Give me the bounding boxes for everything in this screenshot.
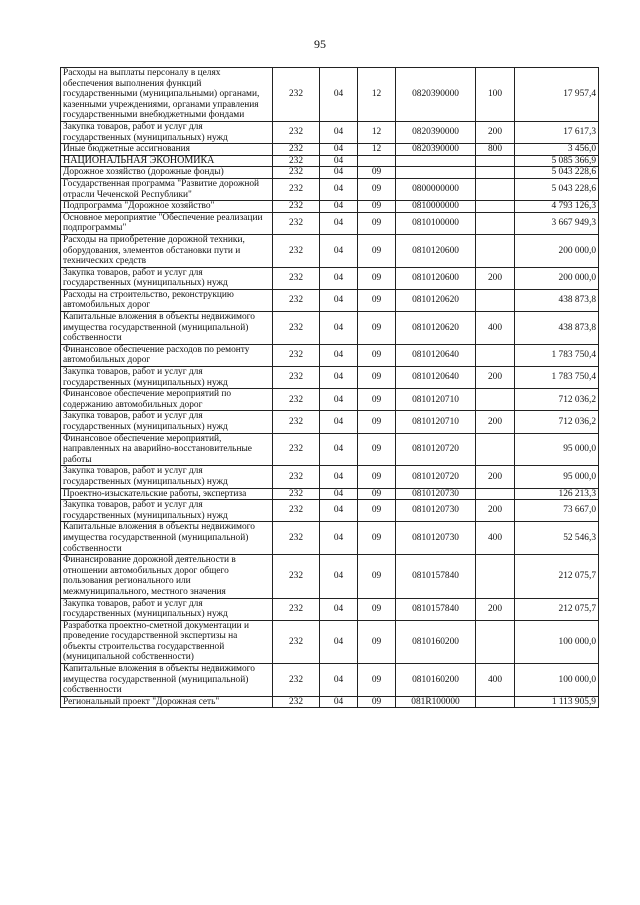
section-code-cell: 04 [320,234,358,267]
line-item-name-cell: Финансирование дорожной деятельности в отношении автомобильных дорог общего пользования регионального или межмуниципального, местного значения [61,555,273,598]
section-code-cell: 04 [320,466,358,488]
table-row [61,620,599,663]
section-code-cell: 04 [320,155,358,167]
amount-cell: 17 957,4 [515,68,599,122]
line-item-name-cell: Основное мероприятие "Обеспечение реализации подпрограммы" [61,212,273,234]
expense-type-code-cell: 400 [476,664,515,697]
target-article-code-cell: 0810120730 [396,522,476,555]
ministry-code-cell: 232 [273,696,320,708]
amount-cell: 95 000,0 [515,433,599,466]
ministry-code-cell: 232 [273,389,320,411]
ministry-code-cell: 232 [273,500,320,522]
subsection-code-cell: 12 [358,68,396,122]
target-article-code-cell: 0810120640 [396,344,476,366]
budget-table-body [61,68,599,708]
expense-type-code-cell: 400 [476,312,515,345]
ministry-code-cell: 232 [273,289,320,311]
amount-cell: 126 213,3 [515,488,599,500]
amount-cell: 5 085 366,9 [515,155,599,167]
ministry-code-cell: 232 [273,367,320,389]
ministry-code-cell: 232 [273,433,320,466]
ministry-code-cell: 232 [273,555,320,598]
section-code-cell: 04 [320,664,358,697]
amount-cell: 73 667,0 [515,500,599,522]
line-item-name-cell: Разработка проектно-сметной документации и проведение государственной экспертизы на объекты строительства государственной (муниципальной собственности) [61,620,273,663]
target-article-code-cell: 0810120710 [396,389,476,411]
table-row [61,488,599,500]
expense-type-code-cell: 200 [476,267,515,289]
section-code-cell: 04 [320,620,358,663]
ministry-code-cell: 232 [273,267,320,289]
subsection-code-cell: 09 [358,312,396,345]
amount-cell: 17 617,3 [515,121,599,143]
line-item-name-cell: НАЦИОНАЛЬНАЯ ЭКОНОМИКА [61,155,273,167]
expense-type-code-cell: 400 [476,522,515,555]
target-article-code-cell [396,155,476,167]
target-article-code-cell: 0810120620 [396,312,476,345]
subsection-code-cell: 09 [358,664,396,697]
line-item-name-cell: Региональный проект "Дорожная сеть" [61,696,273,708]
table-row [61,598,599,620]
amount-cell: 438 873,8 [515,312,599,345]
expense-type-code-cell [476,488,515,500]
ministry-code-cell: 232 [273,488,320,500]
section-code-cell: 04 [320,433,358,466]
target-article-code-cell: 0810157840 [396,598,476,620]
subsection-code-cell: 09 [358,201,396,213]
target-article-code-cell: 0810120720 [396,466,476,488]
subsection-code-cell: 09 [358,267,396,289]
section-code-cell: 04 [320,522,358,555]
subsection-code-cell: 09 [358,500,396,522]
table-row [61,289,599,311]
subsection-code-cell: 09 [358,411,396,433]
line-item-name-cell: Закупка товаров, работ и услуг для государственных (муниципальных) нужд [61,411,273,433]
table-row [61,696,599,708]
subsection-code-cell: 12 [358,121,396,143]
line-item-name-cell: Дорожное хозяйство (дорожные фонды) [61,167,273,179]
table-row [61,121,599,143]
table-row [61,522,599,555]
table-row [61,234,599,267]
ministry-code-cell: 232 [273,155,320,167]
expense-type-code-cell: 200 [476,466,515,488]
subsection-code-cell: 09 [358,555,396,598]
subsection-code-cell: 09 [358,234,396,267]
expense-type-code-cell [476,167,515,179]
amount-cell: 200 000,0 [515,234,599,267]
target-article-code-cell: 0810120620 [396,289,476,311]
table-row [61,389,599,411]
amount-cell: 5 043 228,6 [515,167,599,179]
target-article-code-cell: 0820390000 [396,68,476,122]
amount-cell: 212 075,7 [515,598,599,620]
subsection-code-cell [358,155,396,167]
ministry-code-cell: 232 [273,178,320,200]
subsection-code-cell: 09 [358,696,396,708]
line-item-name-cell: Подпрограмма "Дорожное хозяйство" [61,201,273,213]
subsection-code-cell: 09 [358,488,396,500]
target-article-code-cell: 0820390000 [396,144,476,156]
section-code-cell: 04 [320,367,358,389]
ministry-code-cell: 232 [273,212,320,234]
expense-type-code-cell: 100 [476,68,515,122]
subsection-code-cell: 09 [358,598,396,620]
expense-type-code-cell: 200 [476,598,515,620]
ministry-code-cell: 232 [273,121,320,143]
target-article-code-cell: 0800000000 [396,178,476,200]
expense-type-code-cell [476,155,515,167]
expense-type-code-cell: 200 [476,411,515,433]
amount-cell: 100 000,0 [515,620,599,663]
section-code-cell: 04 [320,212,358,234]
expense-type-code-cell: 200 [476,500,515,522]
budget-table [60,67,599,708]
table-row [61,312,599,345]
line-item-name-cell: Расходы на выплаты персоналу в целях обеспечения выполнения функций государственными (муниципальными) органами, казенными учреждениями, органами управления государственными внебюджетными фондами [61,68,273,122]
target-article-code-cell: 0810120600 [396,234,476,267]
amount-cell: 712 036,2 [515,389,599,411]
section-code-cell: 04 [320,411,358,433]
amount-cell: 1 783 750,4 [515,367,599,389]
amount-cell: 5 043 228,6 [515,178,599,200]
section-code-cell: 04 [320,289,358,311]
ministry-code-cell: 232 [273,234,320,267]
expense-type-code-cell [476,620,515,663]
ministry-code-cell: 232 [273,620,320,663]
table-row [61,555,599,598]
expense-type-code-cell [476,289,515,311]
subsection-code-cell: 09 [358,389,396,411]
subsection-code-cell: 09 [358,466,396,488]
section-code-cell: 04 [320,500,358,522]
line-item-name-cell: Расходы на строительство, реконструкцию автомобильных дорог [61,289,273,311]
ministry-code-cell: 232 [273,522,320,555]
subsection-code-cell: 09 [358,289,396,311]
target-article-code-cell [396,167,476,179]
expense-type-code-cell [476,201,515,213]
amount-cell: 712 036,2 [515,411,599,433]
target-article-code-cell: 0810000000 [396,201,476,213]
subsection-code-cell: 09 [358,367,396,389]
target-article-code-cell: 0810160200 [396,620,476,663]
line-item-name-cell: Капитальные вложения в объекты недвижимого имущества государственной (муниципальной) собственности [61,312,273,345]
amount-cell: 3 456,0 [515,144,599,156]
target-article-code-cell: 0810157840 [396,555,476,598]
table-row [61,201,599,213]
ministry-code-cell: 232 [273,68,320,122]
line-item-name-cell: Закупка товаров, работ и услуг для государственных (муниципальных) нужд [61,466,273,488]
section-code-cell: 04 [320,488,358,500]
expense-type-code-cell [476,212,515,234]
line-item-name-cell: Государственная программа "Развитие дорожной отрасли Чеченской Республики" [61,178,273,200]
expense-type-code-cell: 200 [476,367,515,389]
amount-cell: 212 075,7 [515,555,599,598]
amount-cell: 4 793 126,3 [515,201,599,213]
line-item-name-cell: Закупка товаров, работ и услуг для государственных (муниципальных) нужд [61,367,273,389]
line-item-name-cell: Финансовое обеспечение мероприятий по содержанию автомобильных дорог [61,389,273,411]
subsection-code-cell: 12 [358,144,396,156]
ministry-code-cell: 232 [273,167,320,179]
ministry-code-cell: 232 [273,664,320,697]
ministry-code-cell: 232 [273,312,320,345]
expense-type-code-cell: 800 [476,144,515,156]
table-row [61,155,599,167]
table-row [61,212,599,234]
expense-type-code-cell [476,555,515,598]
page-number: 95 [314,37,326,51]
expense-type-code-cell [476,178,515,200]
expense-type-code-cell: 200 [476,121,515,143]
target-article-code-cell: 0810120640 [396,367,476,389]
section-code-cell: 04 [320,555,358,598]
line-item-name-cell: Финансовое обеспечение мероприятий, направленных на аварийно-восстановительные работы [61,433,273,466]
line-item-name-cell: Капитальные вложения в объекты недвижимого имущества государственной (муниципальной) собственности [61,522,273,555]
section-code-cell: 04 [320,696,358,708]
section-code-cell: 04 [320,68,358,122]
subsection-code-cell: 09 [358,522,396,555]
table-row [61,178,599,200]
subsection-code-cell: 09 [358,167,396,179]
section-code-cell: 04 [320,201,358,213]
amount-cell: 438 873,8 [515,289,599,311]
target-article-code-cell: 0810120720 [396,433,476,466]
section-code-cell: 04 [320,144,358,156]
section-code-cell: 04 [320,167,358,179]
table-row [61,500,599,522]
section-code-cell: 04 [320,121,358,143]
line-item-name-cell: Закупка товаров, работ и услуг для государственных (муниципальных) нужд [61,121,273,143]
section-code-cell: 04 [320,178,358,200]
line-item-name-cell: Закупка товаров, работ и услуг для государственных (муниципальных) нужд [61,267,273,289]
subsection-code-cell: 09 [358,212,396,234]
target-article-code-cell: 0810160200 [396,664,476,697]
table-row [61,411,599,433]
subsection-code-cell: 09 [358,344,396,366]
expense-type-code-cell [476,234,515,267]
line-item-name-cell: Проектно-изыскательские работы, экспертиза [61,488,273,500]
section-code-cell: 04 [320,598,358,620]
expense-type-code-cell [476,433,515,466]
target-article-code-cell: 0810120600 [396,267,476,289]
line-item-name-cell: Закупка товаров, работ и услуг для государственных (муниципальных) нужд [61,598,273,620]
amount-cell: 95 000,0 [515,466,599,488]
ministry-code-cell: 232 [273,144,320,156]
table-row [61,466,599,488]
table-row [61,267,599,289]
table-row [61,344,599,366]
target-article-code-cell: 0810100000 [396,212,476,234]
section-code-cell: 04 [320,312,358,345]
amount-cell: 3 667 949,3 [515,212,599,234]
target-article-code-cell: 0810120730 [396,488,476,500]
table-row [61,167,599,179]
target-article-code-cell: 0820390000 [396,121,476,143]
amount-cell: 1 113 905,9 [515,696,599,708]
expense-type-code-cell [476,696,515,708]
line-item-name-cell: Иные бюджетные ассигнования [61,144,273,156]
target-article-code-cell: 081R100000 [396,696,476,708]
ministry-code-cell: 232 [273,466,320,488]
amount-cell: 100 000,0 [515,664,599,697]
table-row [61,68,599,122]
ministry-code-cell: 232 [273,344,320,366]
subsection-code-cell: 09 [358,178,396,200]
line-item-name-cell: Финансовое обеспечение расходов по ремонту автомобильных дорог [61,344,273,366]
ministry-code-cell: 232 [273,411,320,433]
line-item-name-cell: Расходы на приобретение дорожной техники, оборудования, элементов обстановки пути и технических средств [61,234,273,267]
expense-type-code-cell [476,344,515,366]
line-item-name-cell: Капитальные вложения в объекты недвижимого имущества государственной (муниципальной) собственности [61,664,273,697]
line-item-name-cell: Закупка товаров, работ и услуг для государственных (муниципальных) нужд [61,500,273,522]
subsection-code-cell: 09 [358,620,396,663]
amount-cell: 200 000,0 [515,267,599,289]
table-row [61,144,599,156]
expense-type-code-cell [476,389,515,411]
subsection-code-cell: 09 [358,433,396,466]
target-article-code-cell: 0810120730 [396,500,476,522]
amount-cell: 1 783 750,4 [515,344,599,366]
ministry-code-cell: 232 [273,598,320,620]
section-code-cell: 04 [320,389,358,411]
table-row [61,433,599,466]
section-code-cell: 04 [320,267,358,289]
target-article-code-cell: 0810120710 [396,411,476,433]
ministry-code-cell: 232 [273,201,320,213]
amount-cell: 52 546,3 [515,522,599,555]
table-row [61,664,599,697]
section-code-cell: 04 [320,344,358,366]
table-row [61,367,599,389]
